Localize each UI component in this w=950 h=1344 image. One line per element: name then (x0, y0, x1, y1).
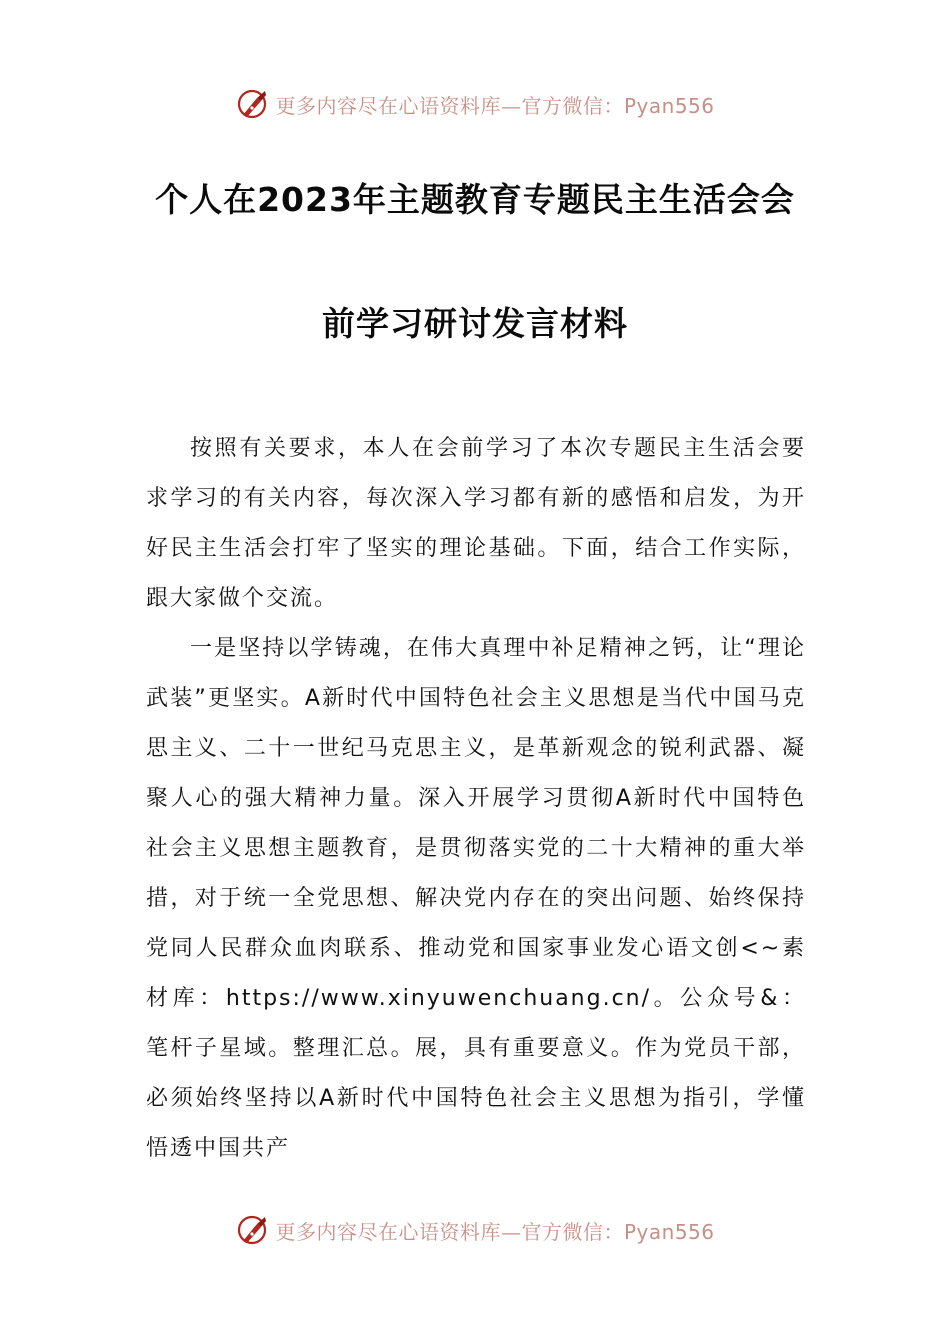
pen-nib-logo-icon (235, 1212, 271, 1248)
header-watermark-banner (0, 80, 950, 128)
paragraph-intro: 按照有关要求，本人在会前学习了本次专题民主生活会要求学习的有关内容，每次深入学习都有新的感悟和启发，为开好民主生活会打牢了坚实的理论基础。下面，结合工作实际，跟大家做个交流。 (146, 436, 806, 611)
banner-text: 更多内容尽在心语资料库—官方微信：Pyan556 (275, 1219, 715, 1244)
banner-text: 更多内容尽在心语资料库—官方微信：Pyan556 (275, 93, 715, 118)
footer-watermark-banner (0, 1206, 950, 1254)
banner-wechat-id: Pyan556 (623, 93, 715, 118)
document-title-line-2: 前学习研讨发言材料 (322, 304, 628, 343)
document-body (146, 424, 806, 1174)
banner-wechat-id: Pyan556 (623, 1219, 715, 1244)
document-title-line-1: 个人在2023年主题教育专题民主生活会会 (155, 180, 795, 219)
paragraph-point-one: 一是坚持以学铸魂，在伟大真理中补足精神之钙，让“理论武装”更坚实。A新时代中国特色社会主义思想是当代中国马克思主义、二十一世纪马克思主义，是革新观念的锐利武器、凝聚人心的强大精神力量。深入开展学习贯彻A新时代中国特色社会主义思想主题教育，是贯彻落实党的二十大精神的重大举措，对于统一全党思想、解决党内存在的突出问题、始终保持党同人民群众血肉联系、推动党和国家事业发心语文创<~素材库：https://www.xinyuwenchuang.cn/。公众号&：笔杆子星域。整理汇总。展，具有重要意义。作为党员干部，必须始终坚持以A新时代中国特色社会主义思想为指引，学懂悟透中国共产 (146, 636, 806, 1161)
pen-nib-logo-icon (235, 86, 271, 122)
